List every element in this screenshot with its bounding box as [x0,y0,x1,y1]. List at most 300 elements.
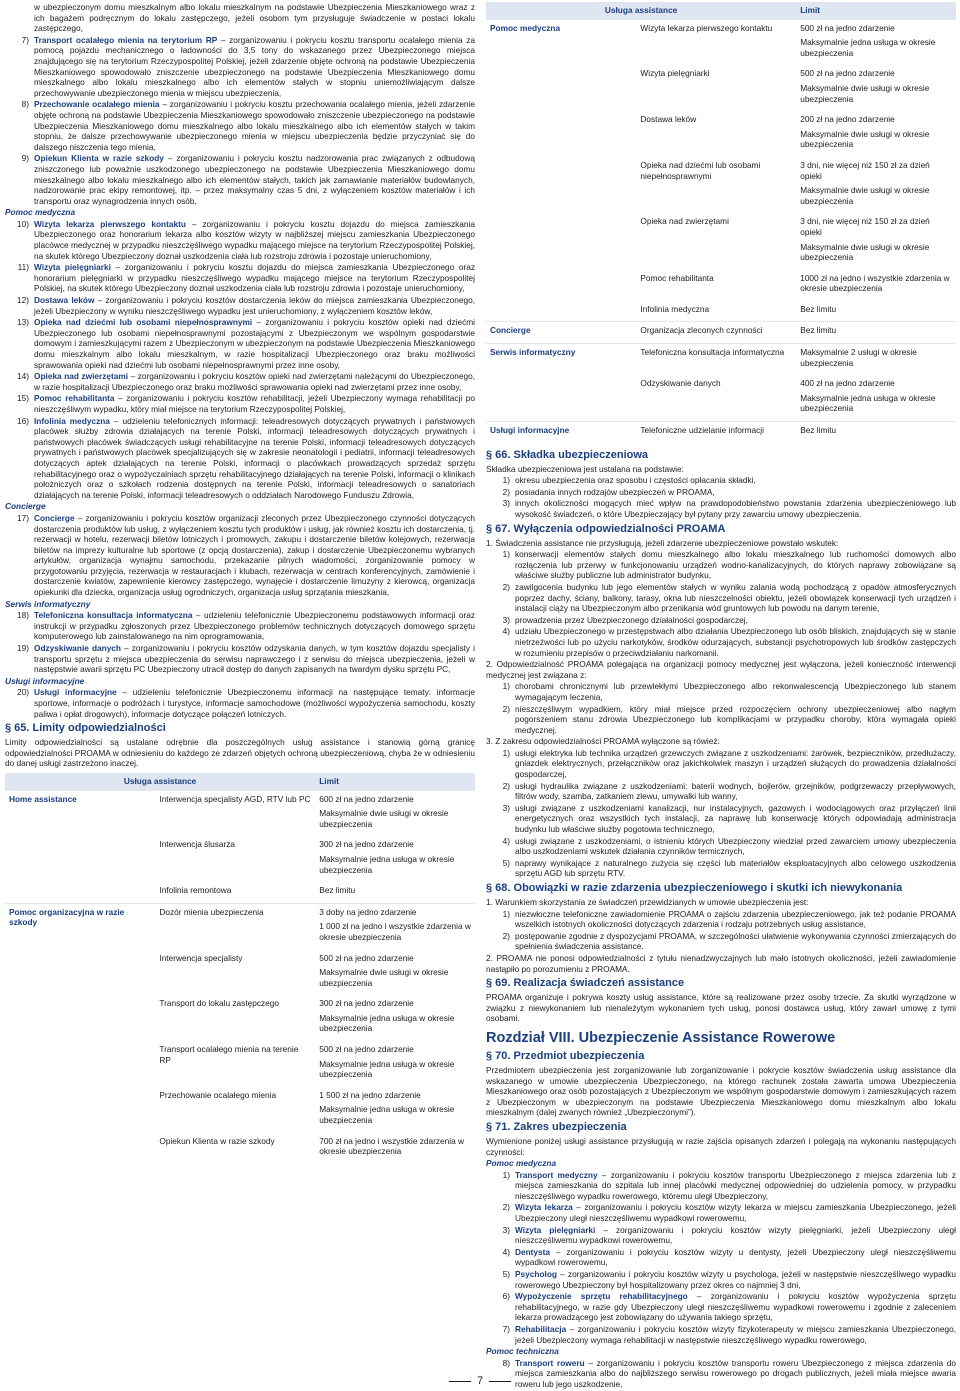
limit-line: 700 zł na jedno i wszystkie zdarzenia w okresie ubezpieczenia [319,1135,465,1157]
list-item-number: 3) [502,498,510,509]
list-item-number: 5) [502,1269,510,1280]
list-item-text: – zorganizowaniu i pokryciu kosztów odzyskania danych, w tym kosztów dojazdu specjalisty i transportu sprzętu z miejsca ubezpieczenia do serwisu naprawczego i z serwisu do miejsca ubezpieczenia, jeżeli w następstwie awarii sprzętu PC Ubezpieczony utracił dostęp do danych zapisanych na twardym dysku sprzętu PC, [34,643,475,675]
list-item-body [34,610,475,642]
list-item-number [5,2,34,34]
column-header-service: Usługa assistance [5,773,315,790]
limit-cell [315,1133,475,1164]
list-item [5,35,475,99]
list-item-text: udziału Ubezpieczonego w przestępstwach albo działania Ubezpieczonego lub osób bliskich, znajdujących się w stanie nietrzeźwości lub po użyciu narkotyków, środków odurzających, substancji psychotropowych lub środków zastępczych w rozumieniu przepisów o przeciwdziałaniu narkomanii. [515,626,956,658]
list-item-number: 9) [21,153,29,164]
limit-line: 600 zł na jedno zdarzenie [319,793,414,804]
table-row [486,301,956,322]
list-item-number: 15) [17,393,29,404]
list-item-title: Pomoc rehabilitanta [34,393,115,404]
service-cell: Odzyskiwanie danych [640,378,721,389]
chapter-title: Rozdział VIII. Ubezpieczenie Assistance Rowerowe [486,1029,836,1046]
limit-cell [796,213,956,269]
list-item-body [34,371,475,392]
section-71-technical-list [486,1358,956,1390]
list-item-text: – zorganizowaniu i pokryciu kosztu dojazdu do miejsca zamieszkania Ubezpieczonego oraz honorarium pielęgniarki w przypadku nieszczęśliwego wypadku mającego miejsce na terytorium Rzeczypospolitej Polskiej, na skutek którego Ubezpieczony doznał uszkodzenia ciała lub rozstroju zdrowia i pozostaje unieruchomiony, [34,262,475,294]
section-cell [5,836,155,882]
list-item [5,2,475,34]
list-item-title: Opieka nad zwierzętami [34,371,129,382]
list-item-number: 1) [502,1169,510,1180]
page-number: 7 [442,1376,518,1387]
section-68-p1: 1. Warunkiem skorzystania ze świadczeń przewidzianych w umowie ubezpieczenia jest: [486,897,809,907]
list-item-body [515,498,956,519]
service-cell: Przechowanie ocalałego mienia [159,1089,277,1100]
section-cell: Usługi informacyjne [486,422,636,443]
list-item-title: Transport ocalałego mienia na terytorium RP [34,34,218,45]
list-item-body [515,803,956,835]
list-item-number: 10) [17,218,29,229]
list-item-title: Concierge [34,512,75,523]
list-item [486,1291,956,1323]
list-item [486,1324,956,1345]
limit-cell [796,270,956,301]
service-cell: Wizyta pielęgniarki [640,68,710,79]
limit-cell [796,19,956,65]
list-item-text: – zorganizowaniu i pokryciu kosztów wizyty pielęgniarki, jeżeli Ubezpieczony uległ nieszczęśliwemu wypadkowi rowerowemu, [515,1224,956,1246]
list-item-title: Wizyta pielęgniarki [34,262,111,273]
list-item-number: 20) [17,687,29,698]
list-item-body [515,1225,956,1246]
limit-line: Maksymalnie dwie usługi w okresie ubezpieczenia [800,82,930,104]
section-cell: Pomoc organizacyjna w razie szkody [5,903,155,949]
list-item [486,858,956,879]
list-item-number: 17) [17,512,29,523]
concierge-list [5,513,475,598]
table-row [5,903,475,949]
list-item-title: Opieka nad dziećmi lub osobami niepełnosprawnymi [34,317,253,328]
list-item-body [515,1269,956,1290]
list-item [5,99,475,152]
section-cell [5,1041,155,1087]
list-item-body [515,748,956,780]
column-header-limit: Limit [315,773,475,790]
list-item-title: Transport roweru [515,1357,585,1368]
section-66-intro: Składka ubezpieczeniowa jest ustalana na podstawie: [486,463,684,474]
limit-line: 500 zł na jedno zdarzenie [800,68,895,79]
limit-line: 1 000 zł na jedno i wszystkie zdarzenia w okresie ubezpieczenia [319,921,471,942]
it-list [5,610,475,675]
list-item-body [515,1202,956,1223]
list-item [5,295,475,316]
list-item-body [34,2,475,34]
service-cell: Organizacja zleconych czynności [636,322,796,344]
limit-cell [796,375,956,421]
list-item-text: – zorganizowaniu i pokryciu kosztów wizyty lekarza w miejscu zamieszkania Ubezpieczonego, jeżeli Ubezpieczony uległ nieszczęśliwemu wypadkowi rowerowemu, [515,1202,956,1224]
list-item-body [34,393,475,414]
list-item [5,393,475,414]
list-item [5,643,475,675]
column-header-service: Usługa assistance [486,2,796,19]
group-heading-medical: Pomoc medyczna [5,207,76,218]
list-item-text: usługi hydraulika związane z uszkodzeniami: baterii wodnych, bojlerów, grzejników, podgrzewaczy przepływowych, filtrów wody, szamba, zatkaniem zlewu, umywalki lub wanny, [515,780,956,802]
list-item-number: 1) [502,549,510,560]
list-item [486,475,956,486]
list-item-number: 7) [21,34,29,45]
section-66-title: § 66. Składka ubezpieczeniowa [486,448,649,461]
list-item-body [515,909,956,930]
list-item-text: – zorganizowaniu i pokryciu kosztu dojazdu do miejsca zamieszkania Ubezpieczonego oraz honorarium lekarza albo kosztów wizyty w najbliższej miejscu zamieszkania Ubezpieczonego placówce medycznej w przypadku nieszczęśliwego wypadku mającego miejsce na terytorium Rzeczypospolitej Polskiej, na skutek którego Ubezpieczony doznał uszkodzenia ciała lub rozstroju zdrowia i pozostaje unieruchomiony, [34,218,475,261]
list-item [486,1269,956,1290]
list-item-text: – zorganizowaniu i pokryciu kosztów wypożyczenia sprzętu rehabilitacyjnego, w razie gdy Ubezpieczony uległ nieszczęśliwemu wypadkowi rowerowemu i zgodnie z zaleceniem lekarza prowadzącego jest zobowiązany do używania takiego sprzętu, [515,1291,956,1323]
section-67-list-1 [486,549,956,658]
table-row [5,1133,475,1164]
list-item-number: 18) [17,610,29,621]
list-item-text: – zorganizowaniu i pokryciu kosztu transportu ocalałego mienia za pomocą pojazdu mechanicznego o ładowności do 3,5 tony do wskazanego przez Ubezpieczonego miejsca znajdującego się na terytorium Rzeczypospolitej Polskiej, jeżeli zdarzenie objęte ochroną na podstawie Ubezpieczenia Mieszkaniowego spowodowało zniszczenie ubezpieczonego na podstawie Ubezpieczenia Mieszkaniowego domu mieszkalnego albo lokalu mieszkalnego albo ich elementów stałych w stopniu uniemożliwiającym dalsze przechowywanie ubezpieczonego mienia w miejscu ubezpieczenia, [34,34,475,98]
list-item-body [34,687,475,719]
limit-line: 1 500 zł na jedno zdarzenie [319,1089,421,1100]
section-67-p2: 2. Odpowiedzialność PROAMA polegająca na organizacji pomocy medycznej jest wyłączona, jeżeli konieczność interwencji medycznej jest związana z: [486,659,956,680]
limit-cell [315,790,475,836]
section-cell: Serwis informatyczny [486,344,636,376]
service-cell: Opieka nad dziećmi lub osobami niepełnosprawnymi [640,159,761,181]
service-cell: Interwencja specjalisty AGD, RTV lub PC [155,790,315,836]
service-cell: Wizyta lekarza pierwszego kontaktu [636,19,796,65]
limit-cell [315,950,475,996]
service-cell: Interwencja specjalisty [159,952,243,963]
info-list [5,687,475,719]
list-item-number: 8) [502,1357,510,1368]
list-item-number: 14) [17,371,29,382]
list-item-title: Wizyta lekarza [515,1202,573,1213]
limit-line: Maksymalnie jedna usługa w okresie ubezpieczenia [319,853,455,875]
list-item-body [515,615,956,626]
service-cell: Telefoniczne udzielanie informacji [636,422,796,443]
section-69-title: § 69. Realizacja świadczeń assistance [486,977,685,990]
table-row [486,422,956,443]
list-item-text: – udzieleniu telefonicznie Ubezpieczonemu informacji na następujące tematy: informacje sportowe, informacje o podróżach i turystyce, informacje samochodowe (możliwości wypożyczenia samochodu, koszty paliwa i opłat drogowych), informacje dotyczące połączeń lotniczych. [34,687,475,719]
list-item-body [515,858,956,879]
limit-cell [796,111,956,157]
limit-line: 3 dni, nie więcej niż 150 zł za dzień opieki [800,216,930,237]
list-item [486,1170,956,1202]
table-header-row [5,773,475,790]
list-item [486,781,956,802]
section-65-title: § 65. Limity odpowiedzialności [5,722,166,735]
limit-line: Maksymalnie jedna usługa w okresie ubezpieczenia [800,392,936,414]
list-item-body [515,549,956,581]
limit-line: Maksymalnie dwie usługi w okresie ubezpieczenia [319,967,449,988]
table-row [486,344,956,376]
list-item [5,219,475,261]
section-69-text: PROAMA organizuje i pokrywa koszty usług assistance, które są realizowane przez osoby trzecie. Za skutki wyrządzone w związku z niewykonaniem lub nienależytym wykonaniem tych usług, ponosi dostawca usług, który zawarł umowę z tymi osobami. [486,992,956,1024]
list-item-text: – zorganizowaniu i pokryciu kosztów opieki nad dziećmi Ubezpieczonego lub osobami niepełnosprawnymi pozostającymi z Ubezpieczonym we wspólnym gospodarstwie domowym i zamieszkującymi razem z Ubezpieczonym w ubezpieczonym na podstawie Ubezpieczenia Mieszkaniowego domu mieszkalnym albo lokalu mieszkalnym, w razie hospitalizacji Ubezpieczonego oraz braku możliwości sprawowania opieki nad dziećmi lub osobami niepełnosprawnymi przez inne osoby, [34,317,476,370]
table-row [486,375,956,421]
section-cell [486,375,636,421]
list-item [486,487,956,498]
list-item-text: – zorganizowaniu i pokryciu kosztów transportu Ubezpieczonego z miejsca zdarzenia lub z miejsca zamieszkania do szpitala lub innej placówki medycznej odpowiedniej do udzielenia pomocy, w przypadku nieszczęśliwego wypadku rowerowego, któremu uległ Ubezpieczony, [515,1169,956,1201]
section-66-list [486,475,956,519]
limit-cell [796,322,956,344]
list-item-title: Wizyta pielęgniarki [515,1224,596,1235]
limit-cell [796,65,956,111]
list-item [5,262,475,294]
list-item-number: 7) [502,1324,510,1334]
list-item-title: Usługi informacyjne [34,687,117,698]
list-item-title: Infolinia medyczna [34,415,110,426]
list-item-body [34,99,475,152]
limit-line: 200 zł na jedno zdarzenie [800,114,895,125]
list-item-number: 3) [502,802,510,813]
table-row [5,882,475,903]
list-item-body [34,262,475,294]
limits-table-right [486,2,956,443]
list-item [486,549,956,581]
service-cell: Interwencja ślusarza [159,839,236,850]
list-item [486,1225,956,1246]
section-cell [486,157,636,213]
list-item-title: Opiekun Klienta w razie szkody [34,153,164,164]
list-item-number: 16) [17,415,29,426]
section-68-p2: 2. PROAMA nie ponosi odpowiedzialności z tytułu nienadzwyczajnych lub mało istotnych okoliczności, jeżeli zawiadomienie nastąpiło po porozumieniu z PROAMA. [486,952,956,974]
list-item-text: niezwłoczne telefoniczne zawiadomienie PROAMA o zajściu zdarzenia ubezpieczeniowego, jak też podanie PROAMA wszelkich istotnych okoliczności dotyczących zdarzenia i rodzaju potrzebnych usług assistance, [515,908,956,930]
list-item-text: – zorganizowaniu i pokryciu kosztu przechowania ocalałego mienia, jeżeli zdarzenie objęte ochroną na podstawie Ubezpieczenia Mieszkaniowego spowodowało zniszczenie ubezpieczonego na podstawie Ubezpieczenia Mieszkaniowego domu mieszkalnego albo lokalu mieszkalnego albo ich elementów stałych w takim stopniu, że dalsze przechowywanie ubezpieczonego mienia w miejscu ubezpieczenia będzie przyczyniać się do dalszego niszczenia tego mienia, [34,99,476,152]
section-cell: Concierge [486,322,636,344]
list-item-text: – zorganizowaniu i pokryciu kosztów transportu roweru Ubezpieczonego z miejsca zdarzenia do miejsca zamieszkania albo do najbliższego serwisu rowerowego po drogach publicznych, jeżeli miała miejsce awaria roweru lub jego uszkodzenie, [515,1357,956,1389]
list-item-text: – zorganizowaniu i pokryciu kosztów rehabilitacji, jeżeli Ubezpieczony wymaga rehabilitacji po nieszczęśliwym wypadku, który miał miejsce na terytorium Rzeczypospolitej Polskiej, [34,393,475,414]
list-item-number: 11) [17,262,29,273]
list-item-body [515,681,956,702]
list-item [486,626,956,658]
list-item-body [34,219,475,261]
section-cell: Pomoc medyczna [486,19,636,65]
list-item-body [515,1247,956,1268]
table-row [5,1087,475,1133]
list-item-text: prowadzenia przez Ubezpieczonego działalności gospodarczej, [515,614,748,625]
list-item [486,909,956,930]
limit-line: 400 zł na jedno zdarzenie [800,378,895,389]
list-item-body [34,416,475,501]
list-item-text: posiadania innych rodzajów ubezpieczeń w PROAMA, [515,486,715,497]
list-item-title: Transport medyczny [515,1169,598,1180]
list-item-text: postępowanie zgodnie z dyspozycjami PROAMA, w szczególności ułatwienie wykonywania czynności zmierzających do spełnienia świadczenia assistance. [515,930,956,952]
group-heading-medical-bike: Pomoc medyczna [486,1158,557,1169]
list-item-number: 2) [502,581,510,592]
list-item-body [515,626,956,658]
table-row [5,836,475,882]
group-heading-info: Usługi informacyjne [5,675,85,686]
service-cell: Dozór mienia ubezpieczenia [155,903,315,949]
limit-line: Bez limitu [800,303,837,314]
list-item-text: – zorganizowaniu i pokryciu kosztów wizyty fizykoterapeuty w miejscu zamieszkania Ubezpieczonego, jeżeli Ubezpieczony wymaga rehabilitacji w następstwie nieszczęśliwego wypadku rowerowego, [515,1324,956,1345]
list-item-body [34,513,475,598]
section-cell [5,1087,155,1133]
table-row [486,213,956,269]
list-item-number: 12) [17,295,29,306]
service-cell: Transport ocalałego mienia na terenie RP [159,1044,299,1065]
list-item [486,704,956,736]
list-item-text: – zorganizowaniu i pokryciu kosztów dostarczenia leków do miejsca zamieszkania Ubezpieczonego, jeżeli Ubezpieczony w wyniku nieszczęśliwego wypadku jest unieruchomiony, z wyłączeniem kosztów leków, [34,295,475,316]
service-cell: Opiekun Klienta w razie szkody [159,1135,275,1146]
list-item-body [515,931,956,952]
list-item [486,615,956,626]
list-item-text: – zorganizowaniu i pokryciu kosztów wizyty u psychologa, jeżeli w następstwie nieszczęśliwego wypadku rowerowego Ubezpieczony był hospitalizowany przez okres co najmniej 3 dni, [515,1269,956,1290]
list-item-number: 2) [502,930,510,941]
list-item-number: 1) [502,747,510,758]
list-item [486,498,956,519]
list-item-body [515,1170,956,1202]
table-row [486,322,956,344]
list-item-body [34,153,475,206]
limit-line: Maksymalnie dwie usługi w okresie ubezpieczenia [319,808,449,829]
list-item-text: innych okoliczności mogących mieć wpływ na prawdopodobieństwo powstania zdarzenia ubezpieczeniowego lub wysokość świadczeń, o które Ubezpieczający był pytany przy zawarciu umowy ubezpieczenia. [515,498,956,519]
list-item-number: 2) [502,703,510,714]
table-row [5,995,475,1041]
list-item-body [515,781,956,802]
list-item [486,1247,956,1268]
list-item-body [515,1291,956,1323]
section-cell [486,270,636,301]
section-67-p1: 1. Świadczenia assistance nie przysługują, jeżeli zdarzenie ubezpieczeniowe powstało wskutek: [486,537,839,548]
limit-cell [315,1041,475,1087]
list-item-title: Dentysta [515,1246,551,1257]
limit-line: Bez limitu [319,885,356,896]
section-65-text: Limity odpowiedzialności są ustalane odrębnie dla poszczególnych usług assistance i stanowią górną granicę odpowiedzialności PROAMA w odniesieniu do każdego ze zdarzeń objętych ochroną ubezpieczeniową, chyba że w odniesieniu do danej usługi zastrzeżono inaczej. [5,737,475,769]
section-cell: Home assistance [5,790,155,836]
section-68-title: § 68. Obowiązki w razie zdarzenia ubezpieczeniowego i skutki ich niewykonania [486,882,903,894]
table-row [486,65,956,111]
list-item [5,610,475,642]
table-row [486,19,956,65]
list-item-number: 4) [502,626,510,637]
section-cell [5,995,155,1041]
limit-line: 500 zł na jedno zdarzenie [319,1044,414,1055]
list-item-text: zawilgocenia budynku lub jego elementów stałych w wyniku zalania wodą pochodzącą z opadów atmosferycznych poprzez dachy, ściany, balkony, tarasy, okna lub nieszczelności obiektu, jeżeli obowiązek konserwacji tych urządzeń i instalacji ciąży na Ubezpieczonym albo przenikania wód gruntowych lub powodu na danym terenie, [515,581,956,614]
section-cell [5,950,155,996]
limit-cell [315,836,475,882]
list-item [486,582,956,614]
limit-line: Bez limitu [800,325,837,336]
left-column [5,2,475,1372]
table-row [5,790,475,836]
table-row [5,1041,475,1087]
list-item-number: 1) [502,475,510,486]
list-item-body [515,836,956,857]
list-item-text: naprawy wynikające z naturalnego zużycia się części lub materiałów eksploatacyjnych albo celowego uszkodzenia sprzętu AGD lub sprzętu RTV. [515,857,956,879]
service-cell: Dostawa leków [640,114,697,125]
list-item-body [515,1358,956,1390]
list-item-number: 5) [502,857,510,868]
limit-line: 500 zł na jedno zdarzenie [319,952,414,963]
limit-line: Bez limitu [800,425,837,436]
list-item-title: Wypożyczenie sprzętu rehabilitacyjnego [515,1291,688,1302]
limit-cell [315,903,475,949]
list-item-title: Rehabilitacja [515,1324,567,1334]
list-item [5,687,475,719]
list-item-body [515,475,956,486]
limit-cell [796,157,956,213]
list-item [486,836,956,857]
list-item-number: 13) [17,317,29,328]
list-item [486,931,956,952]
limit-cell [796,301,956,322]
service-cell: Infolinia remontowa [159,885,232,896]
limit-cell [796,422,956,443]
list-item-body [515,704,956,736]
list-item-number: 19) [17,643,29,654]
section-cell [5,1133,155,1164]
list-item-title: Odzyskiwanie danych [34,643,121,654]
limit-cell [796,344,956,376]
group-heading-technical: Pomoc techniczna [486,1346,559,1357]
list-item-text: – zorganizowaniu i pokryciu kosztu nadzorowania prac związanych z odbudową zniszczonego lub poważnie uszkodzonego ubezpieczonego na podstawie Ubezpieczenia Mieszkaniowego domu mieszkalnego albo lokalu mieszkalnego albo ich elementów stałych, takich jak zamawianie materiałów budowlanych, nadzorowanie prac ekipy remontowej, itp. – przez maksymalny czas 5 dni, z wyłączeniem kosztów materiałów i ich transportu oraz wynagrodzenia innych osób, [34,153,475,206]
section-71-medical-list [486,1170,956,1346]
medical-list [5,219,475,500]
list-item [486,681,956,702]
list-item-body [515,1324,956,1345]
limit-line: 300 zł na jedno zdarzenie [319,839,414,850]
limits-table-left [5,773,475,1164]
table-row [486,111,956,157]
limit-line: 3 doby na jedno zdarzenie [319,906,417,917]
group-heading-concierge: Concierge [5,501,46,512]
limit-line: Maksymalnie jedna usługa w okresie ubezpieczenia [319,1058,455,1080]
list-item-body [515,582,956,614]
section-71-text: Wymienione poniżej usługi assistance przysługują w razie zajścia opisanych zdarzeń i polegają na wykonaniu następujących czynności: [486,1135,956,1157]
section-67-list-2 [486,681,956,735]
list-item [486,748,956,780]
section-cell [486,65,636,111]
section-cell [5,882,155,903]
list-item-number: 2) [502,780,510,791]
service-cell: Infolinia medyczna [640,303,710,314]
service-cell: Telefoniczna konsultacja informatyczna [636,344,796,376]
limit-line: 1000 zł na jedno i wszystkie zdarzenia w okresie ubezpieczenia [800,272,950,294]
list-item [5,317,475,370]
list-item-number: 2) [502,1202,510,1213]
list-item-number: 1) [502,908,510,919]
list-item-number: 8) [21,99,29,110]
list-item-number: 3) [502,614,510,625]
list-item-text: nieszczęśliwym wypadkiem, który miał miejsce przed rozpoczęciem ochrony ubezpieczeniowej albo nagłym pogorszeniem stanu zdrowia Ubezpieczonego lub komplikacjami w przypadku choroby, która wymagała opieki medycznej. [515,703,956,735]
service-cell: Transport do lokalu zastępczego [159,998,279,1009]
list-item-title: Psycholog [515,1269,557,1280]
list-item-body [34,643,475,675]
list-item [5,416,475,501]
list-item-text: usługi związane z uszkodzeniami kanalizacji, nur instalacyjnych, gazowych i wodociągowych oraz przyłączeń linii energetycznych oraz wszystkich tych instalacji, za naprawę lub konserwację których odpowiadają administracja budynku lub właściwe służby pogotowia technicznego, [515,802,956,835]
limit-cell [315,882,475,903]
list-item [5,371,475,392]
list-item-number: 2) [502,486,510,497]
section-70-text: Przedmiotem ubezpieczenia jest zorganizowanie lub zorganizowanie i pokrycie kosztów świadczenia usług assistance dla wskazanego w umowie ubezpieczenia Ubezpieczonego, na którego rachunek została zawarta umowa Ubezpieczenia Mieszkaniowego oraz osób pozostających z Ubezpieczonym we wspólnym gospodarstwie domowym i zamieszkujących razem z Ubezpieczonym w ubezpieczonym na podstawie Ubezpieczenia Mieszkaniowego domu mieszkalnym albo lokalu mieszkalnym (dalej zwanych również „Ubezpieczonymi”). [486,1064,956,1118]
table-row [486,157,956,213]
table-header-row [486,2,956,19]
section-68-list [486,909,956,952]
section-67-title: § 67. Wyłączenia odpowiedzialności PROAMA [486,522,726,535]
list-item-text: w ubezpieczonym domu mieszkalnym albo lokalu mieszkalnym na podstawie Ubezpieczenia Mieszkaniowego wraz z ich bagażem podręcznym do lokalu zastępczego, jeżeli osobom tym przysługuje świadczenie w postaci lokalu zastępczego, [34,2,475,34]
limit-line: 500 zł na jedno zdarzenie [800,22,895,33]
list-item-text: – zorganizowaniu i pokryciu kosztów opieki nad zwierzętami należącymi do Ubezpieczonego, w razie hospitalizacji Ubezpieczonego oraz braku możliwości sprawowania opieki nad zwierzętami przez inne osoby, [34,371,476,392]
list-item [486,1202,956,1223]
list-item [486,803,956,835]
limit-line: Maksymalnie jedna usługa w okresie ubezpieczenia [319,1012,455,1034]
list-item-title: Dostawa leków [34,295,95,306]
limit-line: Maksymalnie jedna usługa w okresie ubezpieczenia [800,37,936,58]
list-item-text: – zorganizowaniu i pokryciu kosztów organizacji zleconych przez Ubezpieczonego czynności dotyczących dostarczenia produktów lub usług, z wyłączeniem kosztu tych produktów i usług, jak również kosztu ich dostarczenia, tj. rezerwacji w hotelu, rezerwacji biletów lotniczych i promowych, zakupu i dostarczenie biletów kolejowych, rezerwacja biletów na imprezy kulturalne lub sportowe (z opcją dostarczenia), zakup i dostarczenie Ubezpieczonemu wybranych artykułów, organizacja wynajmu samochodu, przekazanie pilnych wiadomości, zorganizowanie pomocy w przygotowaniu przyjęcia, rezerwacja w restauracjach i klubach, rezerwacja w centrach konferencyjnych, zamówienie i dostarczenie kwiatów, zapewnienie kierowcy zastępczego, wynajęcie i dostarczenie limuzyny z kierowcą, organizacja opiekunki dla dziecka, organizacja usług ogrodniczych, organizacja usług sprzątania mieszkania, [34,512,475,598]
section-cell [486,301,636,322]
section-67-list-3 [486,748,956,879]
table-row [5,950,475,996]
list-item-text: – zorganizowaniu i pokryciu kosztów wizyty u dentysty, jeżeli Ubezpieczony uległ nieszczęśliwemu wypadkowi rowerowemu, [515,1246,956,1268]
list-item-body [515,487,956,498]
list-item-number: 4) [502,1246,510,1257]
limit-line: 300 zł na jedno zdarzenie [319,998,414,1009]
list-item-text: usługi elektryka lub technika urządzeń grzewczych związane z uszkodzeniami: żarówek, bezpieczników, przedłużaczy, gniazdek elektrycznych, przełączników oraz jakichkolwiek maszyn i urządzeń służących do prowadzenia działalności gospodarczej, [515,747,956,780]
group-heading-it: Serwis informatyczny [5,598,91,609]
